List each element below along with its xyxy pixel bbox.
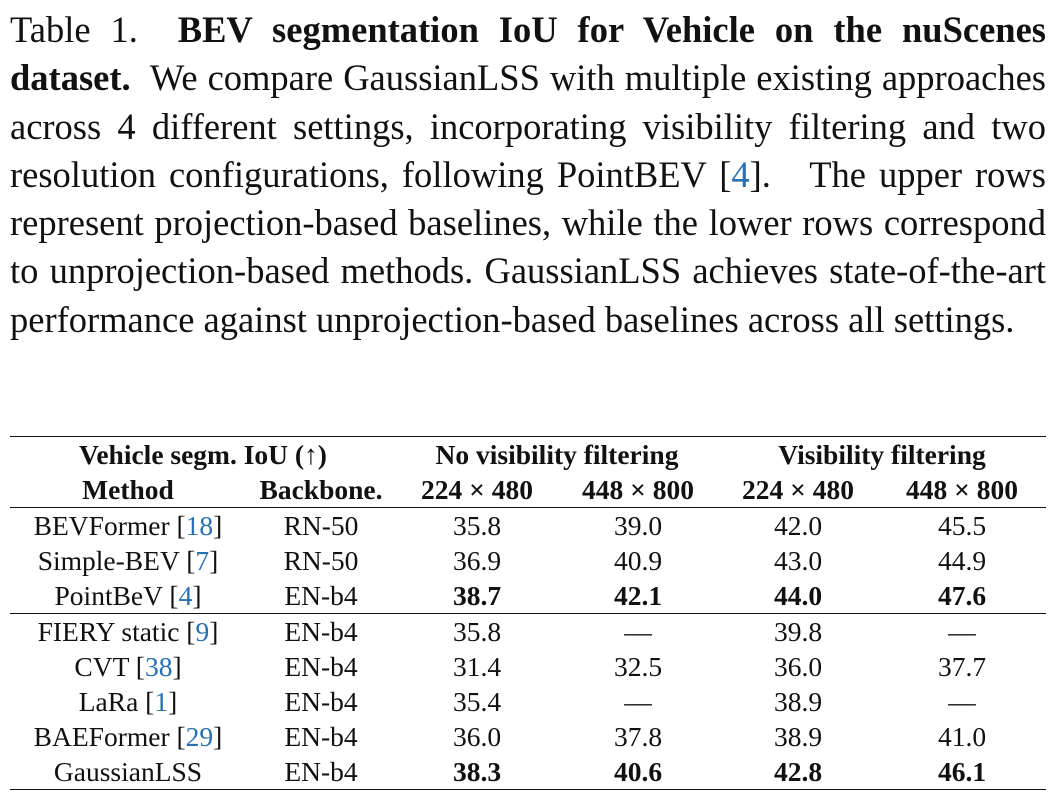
iou-value-cell: 45.5 xyxy=(937,509,987,541)
table-row xyxy=(10,684,1046,719)
table-row xyxy=(10,649,1046,684)
iou-value-cell: 47.6 xyxy=(937,579,987,611)
iou-value-cell: 43.0 xyxy=(773,544,823,576)
iou-value-cell: — xyxy=(558,614,718,650)
citation-link[interactable]: 1 xyxy=(154,685,169,717)
iou-value-cell: 40.9 xyxy=(613,544,663,576)
iou-value-cell: 35.8 xyxy=(396,614,558,650)
iou-value-cell: 35.8 xyxy=(452,509,502,541)
method-cell xyxy=(10,754,246,790)
caption-label: Table 1. xyxy=(10,9,138,50)
iou-value-cell: 38.9 xyxy=(773,685,823,717)
iou-value-cell: 32.5 xyxy=(613,650,663,682)
table-row xyxy=(10,543,1046,578)
results-table xyxy=(10,436,1046,790)
method-name: LaRa xyxy=(78,685,139,717)
citation-link[interactable]: 4 xyxy=(731,153,750,195)
citation-link[interactable]: 7 xyxy=(195,544,210,576)
iou-value-cell: 37.8 xyxy=(613,720,663,752)
header-group-visibility: Visibility filtering xyxy=(778,438,986,470)
citation-link[interactable]: 9 xyxy=(195,615,210,647)
iou-value-cell: 36.0 xyxy=(452,720,502,752)
citation-link[interactable]: 18 xyxy=(185,509,214,541)
iou-value-cell: — xyxy=(878,614,1046,650)
iou-value-cell: — xyxy=(948,685,976,717)
header-res-4: 448 × 800 xyxy=(878,472,1046,508)
iou-value-cell: 38.9 xyxy=(773,720,823,752)
header-group-no-visibility: No visibility filtering xyxy=(435,438,679,470)
backbone-cell: EN-b4 xyxy=(284,720,358,752)
backbone-cell: RN-50 xyxy=(283,509,359,541)
table-row xyxy=(10,578,1046,614)
iou-value-cell: 44.0 xyxy=(773,579,823,611)
iou-value-cell: 42.8 xyxy=(718,754,878,790)
table-row xyxy=(10,719,1046,754)
header-res-1: 224 × 480 xyxy=(396,472,558,508)
backbone-cell: RN-50 xyxy=(283,544,359,576)
method-cell: PointBeV [4] xyxy=(54,579,202,611)
method-name: FIERY static xyxy=(37,615,180,647)
table-row xyxy=(10,508,1046,544)
backbone-cell: EN-b4 xyxy=(284,650,358,682)
header-res-3: 224 × 480 xyxy=(718,472,878,508)
iou-value-cell: 36.0 xyxy=(773,650,823,682)
method-name: PointBeV xyxy=(54,579,163,611)
header-row-groups xyxy=(10,437,1046,473)
header-backbone: Backbone. xyxy=(246,472,396,508)
iou-value-cell: 36.9 xyxy=(452,544,502,576)
iou-value-cell: 39.8 xyxy=(718,614,878,650)
method-name: Simple-BEV xyxy=(37,544,180,576)
iou-value-cell: 46.1 xyxy=(878,754,1046,790)
method-name: BAEFormer xyxy=(33,720,170,752)
header-res-2: 448 × 800 xyxy=(558,472,718,508)
iou-value-cell: 42.0 xyxy=(773,509,823,541)
header-metric: Vehicle segm. IoU (↑) xyxy=(79,438,327,470)
caption-text-2: The upper rows represent projection-based baselines, while the lower rows correspond to unprojection-based methods. GaussianLSS achieves state-of-the-art performance against unprojection-based baselines across all settings. xyxy=(10,153,1047,340)
citation-link[interactable]: 29 xyxy=(185,720,214,752)
method-cell: BEVFormer [18] xyxy=(33,509,223,541)
caption-text-1: We compare GaussianLSS with multiple existing approaches across 4 different settings, incorporating visibility filtering and two resolution configurations, following PointBEV xyxy=(10,57,1046,195)
table-body xyxy=(10,508,1046,790)
header-row-columns xyxy=(10,472,1046,508)
method-name: CVT xyxy=(74,650,129,682)
method-cell: Simple-BEV [7] xyxy=(37,544,219,576)
method-name: BEVFormer xyxy=(33,509,170,541)
backbone-cell: EN-b4 xyxy=(284,685,358,717)
caption-title: BEV segmentation IoU for Vehicle on the nuScenes dataset. xyxy=(10,9,1046,99)
backbone-cell: EN-b4 xyxy=(246,754,396,790)
iou-value-cell: 42.1 xyxy=(613,579,663,611)
iou-value-cell: 40.6 xyxy=(558,754,718,790)
backbone-cell: EN-b4 xyxy=(246,614,396,650)
iou-value-cell: 31.4 xyxy=(452,650,502,682)
iou-value-cell: 38.7 xyxy=(452,579,502,611)
table-row xyxy=(10,614,1046,650)
table-caption: Table 1. BEV segmentation IoU for Vehicle on the nuScenes dataset. We compare GaussianLSS with multiple existing approaches across 4 different settings, incorporating visibility filtering and two resolution configurations, following PointBEV [4]. The upper rows represent projection-based baselines, while the lower rows correspond to unprojection-based methods. GaussianLSS achieves state-of-the-art performance against unprojection-based baselines across all settings. xyxy=(10,9,1047,340)
iou-value-cell: 39.0 xyxy=(613,509,663,541)
method-cell: CVT [38] xyxy=(74,650,182,682)
iou-value-cell: — xyxy=(624,685,652,717)
citation-link[interactable]: 38 xyxy=(144,650,173,682)
header-method: Method xyxy=(10,472,246,508)
table-row xyxy=(10,754,1046,790)
method-cell: LaRa [1] xyxy=(78,685,178,717)
iou-value-cell: 41.0 xyxy=(937,720,987,752)
method-cell: BAEFormer [29] xyxy=(33,720,223,752)
method-cell: FIERY static [9] xyxy=(10,614,246,650)
citation-link[interactable]: 4 xyxy=(178,579,193,611)
method-name: GaussianLSS xyxy=(53,755,203,787)
iou-value-cell: 37.7 xyxy=(937,650,987,682)
backbone-cell: EN-b4 xyxy=(284,579,358,611)
iou-value-cell: 35.4 xyxy=(452,685,502,717)
iou-value-cell: 44.9 xyxy=(937,544,987,576)
iou-value-cell: 38.3 xyxy=(396,754,558,790)
